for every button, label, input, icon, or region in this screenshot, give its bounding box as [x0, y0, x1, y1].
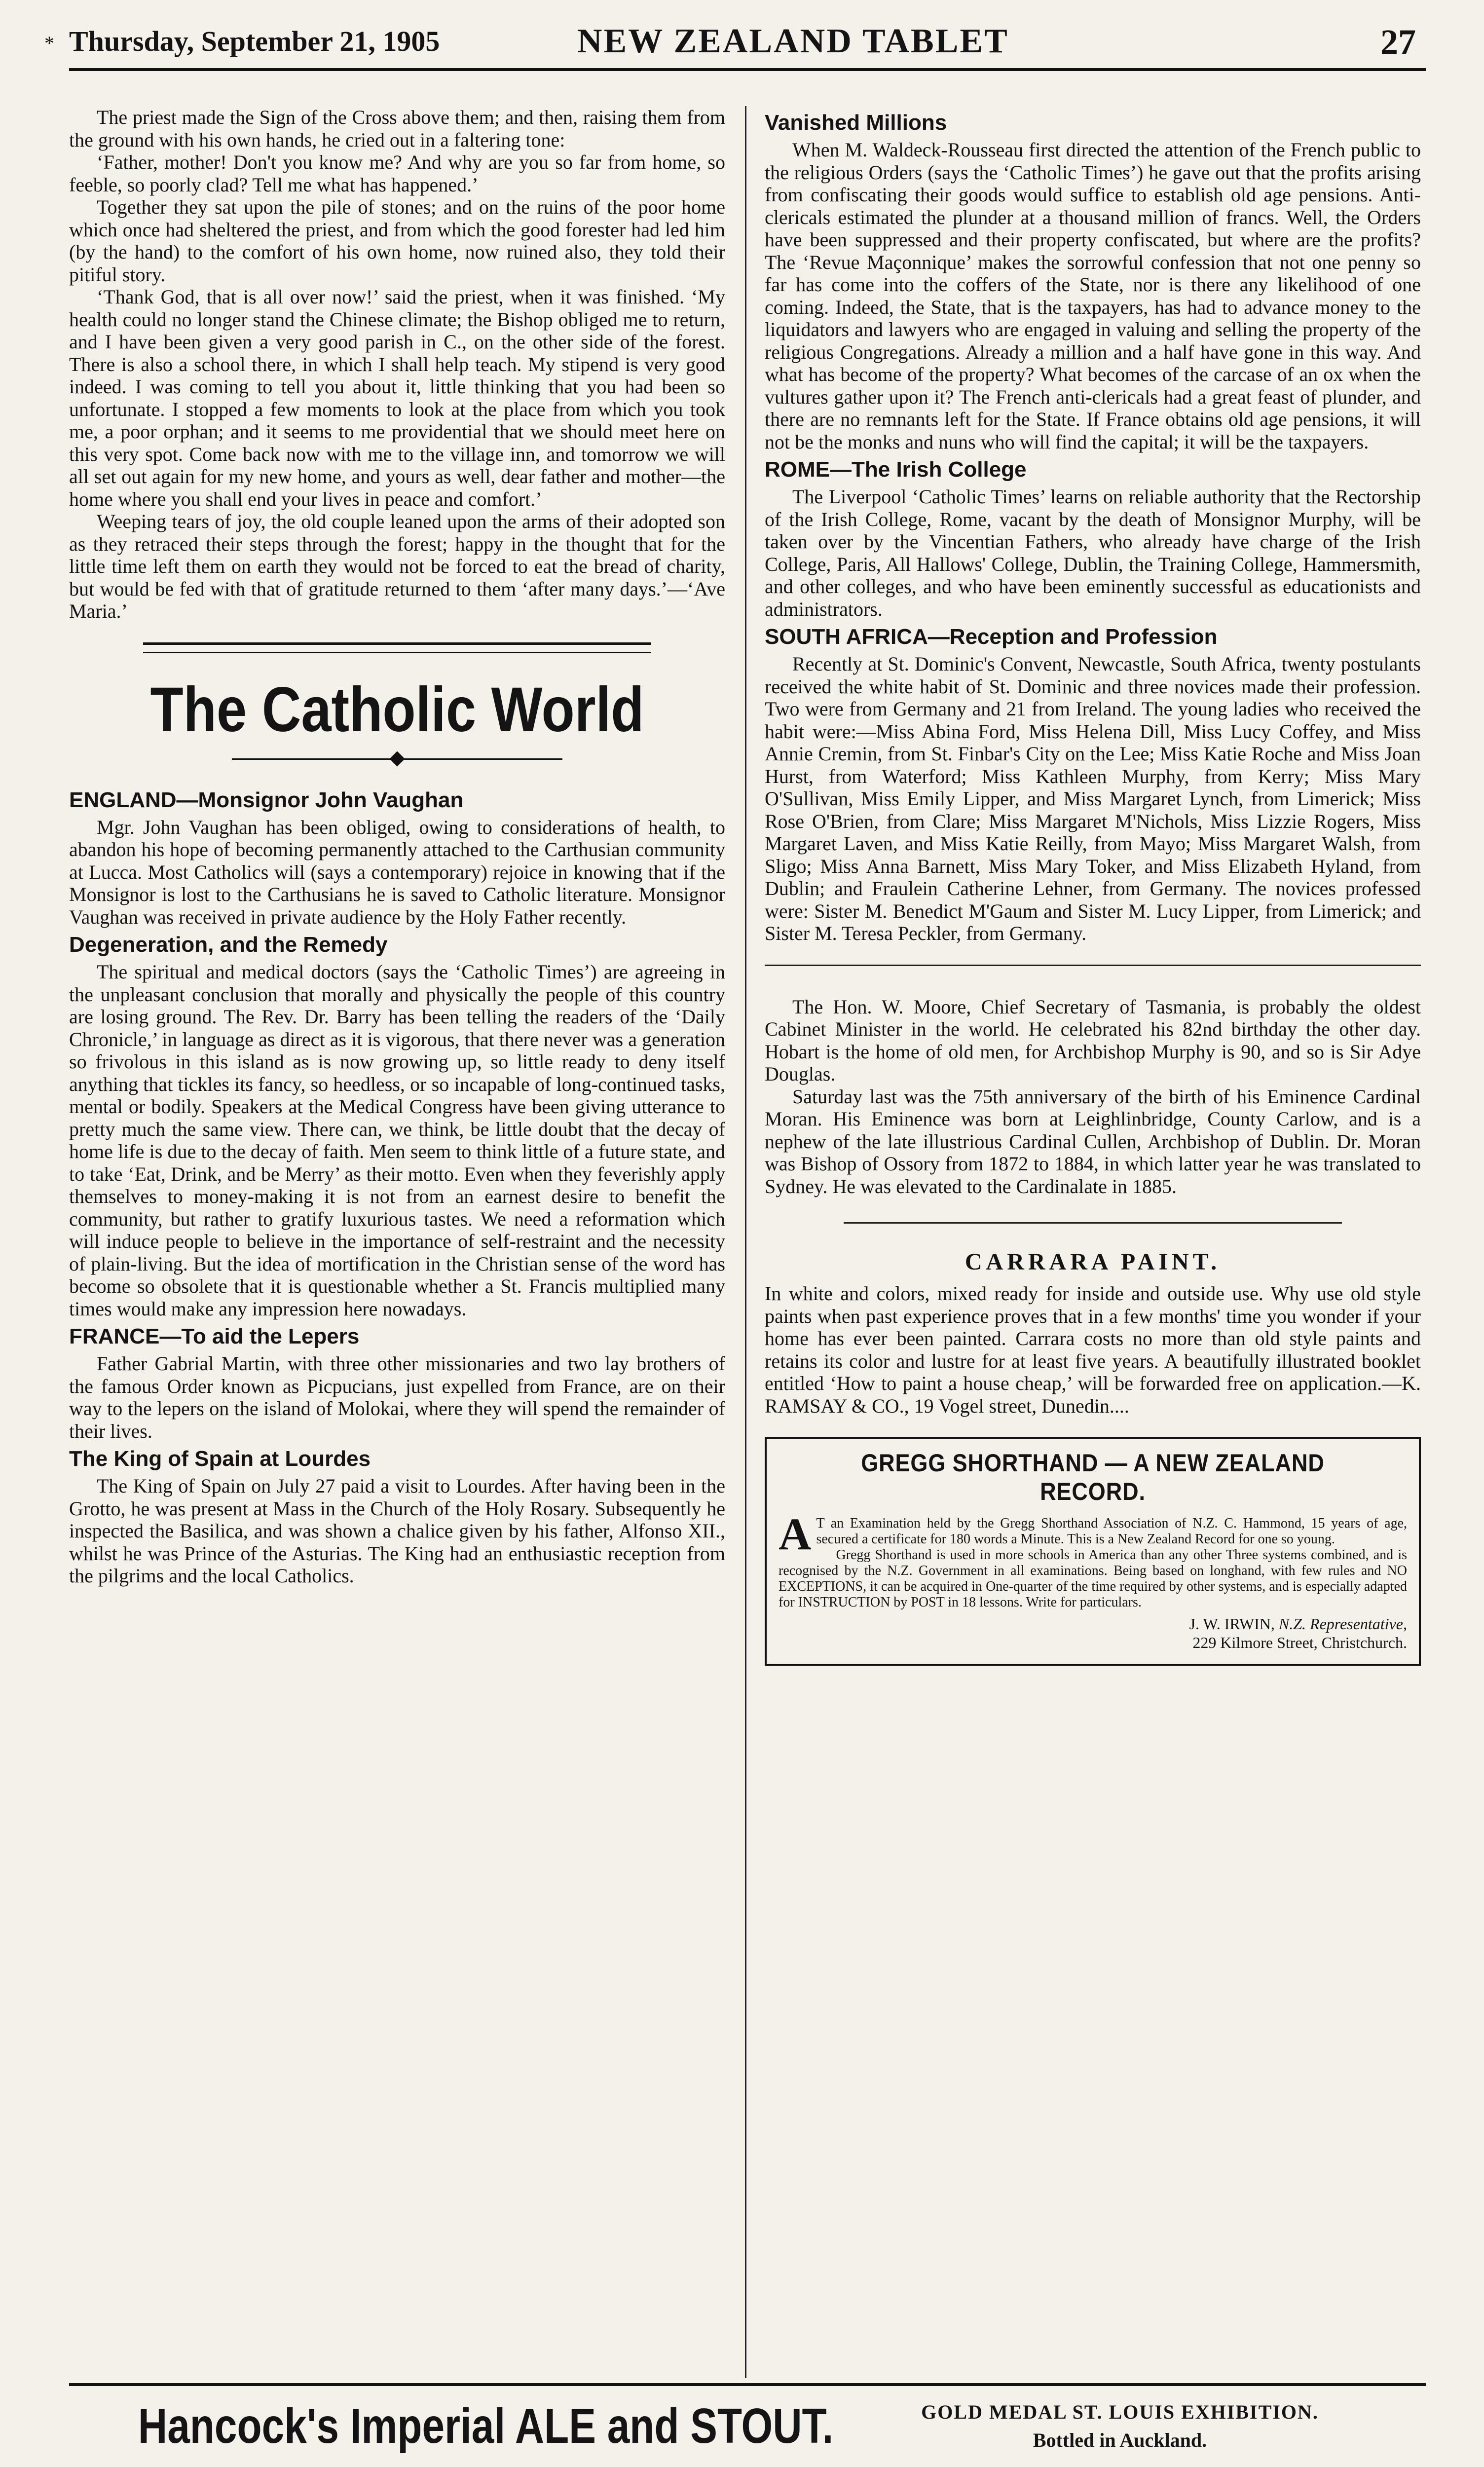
article-paragraph-france: Father Gabrial Martin, with three other missionaries and two lay brothers of the famous Order known as Picpucians, just expelled from France, are on their way to the lepers on the island of Molokai, where they will spend the remainder of their lives. [69, 1352, 725, 1442]
page-header [44, 15, 1426, 74]
article-heading-england: ENGLAND—Monsignor John Vaughan [69, 787, 464, 812]
star-ornament: * [44, 32, 54, 54]
footer-gold-medal-line2: Bottled in Auckland. [1033, 2429, 1207, 2451]
gregg-ad-body-1-text: T an Examination held by the Gregg Shorthand Association of N.Z. C. Hammond, 15 years of age, secured a certificate for 180 words a Minute. This is a New Zealand Record for one so young. [816, 1516, 1407, 1547]
footer-hancocks-ad: Hancock's Imperial ALE and STOUT. [138, 2398, 834, 2454]
header-rule [69, 68, 1426, 71]
gregg-ad-dropcap: A [779, 1509, 812, 1559]
carrara-paint-ad [765, 1248, 1421, 1417]
note-paragraph-moran: Saturday last was the 75th anniversary of the birth of his Eminence Cardinal Moran. His Eminence was born at Leighlinbridge, County Carlow, and is a nephew of the late illustrious Cardinal Cullen, Archbishop of Dublin. Dr. Moran was Bishop of Ossory from 1872 to 1884, in which latter year he was translated to Sydney. He was elevated to the Cardinalate in 1885. [765, 1085, 1421, 1197]
diamond-ornament-icon [389, 751, 405, 766]
footer-gold-medal [873, 2400, 1367, 2452]
issue-date: Thursday, September 21, 1905 [69, 25, 440, 57]
section-heading-catholic-world: The Catholic World [150, 674, 644, 745]
gregg-ad-body-1 [779, 1509, 1407, 1559]
gregg-ad-signature [779, 1614, 1407, 1652]
gregg-ad-body-2: Gregg Shorthand is used in more schools in America than any other Three systems combined, and is recognised by the N.Z. Government in all examinations. Being based on longhand, with few rules and NO EXCEPTIONS, it can be acquired in One-quarter of the time required by other systems, and is especially adapted for INSTRUCTION by POST in 18 lessons. Write for particulars. [779, 1547, 1407, 1610]
article-paragraph-degeneration: The spiritual and medical doctors (says the ‘Catholic Times’) are agreeing in the unpleasant conclusion that morally and physically the people of this country are losing ground. The Rev. Dr. Barry has been telling the readers of the ‘Daily Chronicle,’ in language as direct as it is vigorous, that there never was a generation so frivolous in this island as is now growing up, so little ready to deny itself anything that tickles its fancy, so heedless, or so incapable of long-continued tasks, mental or bodily. Speakers at the Medical Congress have been giving utterance to pretty much the same view. There can, we think, be little doubt that the decay of home life is due to the decay of faith. Men seem to think little of a future state, and to take ‘Eat, Drink, and be Merry’ as their motto. Even when they feverishly apply themselves to money-making it is not from an earnest desire to benefit the community, but rather to gratify luxurious tastes. We need a reformation which will induce people to believe in the importance of self-restraint and the necessity of plain-living. But the idea of mortification in the Christian sense of the word has become so obsolete that it is questionable whether a St. Francis multiplied many times would make any impression here nowadays. [69, 961, 725, 1320]
story-paragraph-2: ‘Father, mother! Don't you know me? And why are you so far from home, so feeble, so poorly clad? Tell me what has happened.’ [69, 151, 725, 196]
diamond-rule [232, 752, 562, 767]
article-paragraph-england: Mgr. John Vaughan has been obliged, owing to considerations of health, to abandon his hope of becoming permanently attached to the Carthusian community at Lucca. Most Catholics will (says a contemporary) rejoice in knowing that if the Monsignor is lost to the Carthusians he is saved to Catholic literature. Monsignor Vaughan was received in private audience by the Holy Father recently. [69, 816, 725, 928]
article-heading-france: FRANCE—To aid the Lepers [69, 1324, 360, 1348]
gregg-ad-sign-address: 229 Kilmore Street, Christchurch. [1192, 1634, 1407, 1651]
article-paragraph-spain: The King of Spain on July 27 paid a visit to Lourdes. After having been in the Grotto, he was present at Mass in the Church of the Holy Rosary. Subsequently he inspected the Basilica, and was shown a chalice given by his father, Alfonso XII., whilst he was Prince of the Asturias. The King had an enthusiastic reception from the pilgrims and the local Catholics. [69, 1475, 725, 1587]
page-number: 27 [1380, 22, 1416, 62]
gregg-ad-title: GREGG SHORTHAND — A NEW ZEALAND RECORD. [861, 1449, 1325, 1505]
carrara-ad-title: CARRARA PAINT. [965, 1249, 1221, 1275]
separator-rule [765, 965, 1421, 966]
article-heading-south-africa: SOUTH AFRICA—Reception and Profession [765, 625, 1218, 649]
newspaper-page [44, 15, 1426, 2467]
article-paragraph-south-africa: Recently at St. Dominic's Convent, Newcastle, South Africa, twenty postulants received the white habit of St. Dominic and three novices made their profession. Two were from Germany and 21 from Ireland. The young ladies who received the habit were:—Miss Abina Ford, Miss Helena Dill, Miss Lucy Coffey, and Miss Annie Cremin, from St. Finbar's City on the Lee; Miss Katie Roche and Miss Joan Hurst, from Waterford; Miss Kathleen Murphy, from Kerry; Miss Mary O'Sullivan, Miss Emily Lipper, and Miss Margaret Lynch, from Limerick; Miss Rose O'Brien, from Clare; Miss Margaret M'Nichols, Miss Lizzie Rogers, Miss Margaret Laven, and Miss Katie Reilly, from Mayo; Miss Margaret Walsh, from Sligo; Miss Anna Barnett, Miss Mary Toker, and Miss Elizabeth Hyland, from Dublin; and Fraulein Catherine Lehner, from Germany. The novices professed were: Sister M. Benedict M'Gaum and Sister M. Lucy Lipper, from Limerick; and Sister M. Teresa Peckler, from Germany. [765, 653, 1421, 944]
article-heading-degeneration: Degeneration, and the Remedy [69, 933, 388, 957]
gregg-ad-sign-name: J. W. IRWIN, [1189, 1615, 1275, 1633]
article-paragraph-vanished-millions: When M. Waldeck-Rousseau first directed the attention of the French public to the religious Orders (says the ‘Catholic Times’) he gave out that the profits arising from confiscating their goods would suffice to establish old age pensions. Anti-clericals estimated the plunder at a thousand million of francs. Well, the Orders have been suppressed and their property confiscated, but where are the profits? The ‘Revue Maçonnique’ makes the sorrowful confession that not one penny so far has come into the coffers of the State, nor is there any likelihood of one coming. Indeed, the State, that is the taxpayers, has had to advance money to the liquidators and lawyers who are engaged in valuing and selling the property of the religious Congregations. Already a million and a half have gone in this way. And what has become of the property? What becomes of the carcase of an ox when the vultures gather upon it? The French anti-clericals had a great feast of plunder, and there are no remnants left for the State. If France obtains old age pensions, it will not be the monks and nuns who will find the capital; it will be the taxpayers. [765, 139, 1421, 453]
article-heading-rome: ROME—The Irish College [765, 457, 1027, 482]
story-paragraph-1: The priest made the Sign of the Cross above them; and then, raising them from the ground with his own hands, he cried out in a faltering tone: [69, 106, 725, 151]
masthead-title: NEW ZEALAND TABLET [577, 22, 1009, 60]
footer-rule [69, 2383, 1426, 2386]
section-double-rule [143, 642, 651, 653]
separator-rule-short [844, 1222, 1342, 1224]
story-paragraph-4: ‘Thank God, that is all over now!’ said the priest, when it was finished. ‘My health could no longer stand the Chinese climate; the Bishop obliged me to return, and I have been given a very good parish in C., on the other side of the forest. There is also a school there, in which I shall help teach. My stipend is very good indeed. I was coming to tell you about it, little thinking that you had been so unfortunate. I stopped a few moments to look at the place from which you took me, a poor orphan; and it seems to me providential that we should meet here on this very spot. Come back now with me to the village inn, and tomorrow we will all set out again for my new home, and yours as well, dear father and mother—the home where you shall end your lives in peace and comfort.’ [69, 286, 725, 510]
story-paragraph-5: Weeping tears of joy, the old couple leaned upon the arms of their adopted son as they retraced their steps through the forest; happy in the thought that for the little time left them on earth they would not be forced to eat the bread of charity, but would be fed with that of gratitude returned to them ‘after many days.’—‘Ave Maria.’ [69, 510, 725, 622]
article-heading-spain: The King of Spain at Lourdes [69, 1447, 371, 1471]
gregg-ad-sign-role: N.Z. Representative, [1278, 1615, 1407, 1633]
left-column [69, 106, 725, 1587]
column-divider [745, 106, 746, 2378]
article-paragraph-rome: The Liverpool ‘Catholic Times’ learns on reliable authority that the Rectorship of the Irish College, Rome, vacant by the death of Monsignor Murphy, will be taken over by the Vincentian Fathers, who already have charge of the Irish College, Paris, All Hallows' College, Dublin, the Training College, Hammersmith, and other colleges, and who have been eminently successful as educationists and administrators. [765, 486, 1421, 620]
right-column [765, 106, 1421, 1666]
gregg-shorthand-ad [765, 1437, 1421, 1666]
footer-gold-medal-line1: GOLD MEDAL ST. LOUIS EXHIBITION. [921, 2401, 1319, 2423]
carrara-ad-body: In white and colors, mixed ready for inside and outside use. Why use old style paints when past experience proves that in a few months' time you wonder if your home has ever been painted. Carrara costs no more than old style paints and retains its color and lustre for at least five years. A beautifully illustrated booklet entitled ‘How to paint a house cheap,’ will be forwarded free on application.—K. RAMSAY & CO., 19 Vogel street, Dunedin.... [765, 1282, 1421, 1417]
story-paragraph-3: Together they sat upon the pile of stones; and on the ruins of the poor home which once had sheltered the priest, and from which the good forester had led him (by the hand) to the comfort of his own home, now ruined also, they told their pitiful story. [69, 196, 725, 286]
note-paragraph-moore: The Hon. W. Moore, Chief Secretary of Tasmania, is probably the oldest Cabinet Minister in the world. He celebrated his 82nd birthday the other day. Hobart is the home of old men, for Archbishop Murphy is 90, and so is Sir Adye Douglas. [765, 995, 1421, 1085]
article-heading-vanished-millions: Vanished Millions [765, 111, 947, 135]
